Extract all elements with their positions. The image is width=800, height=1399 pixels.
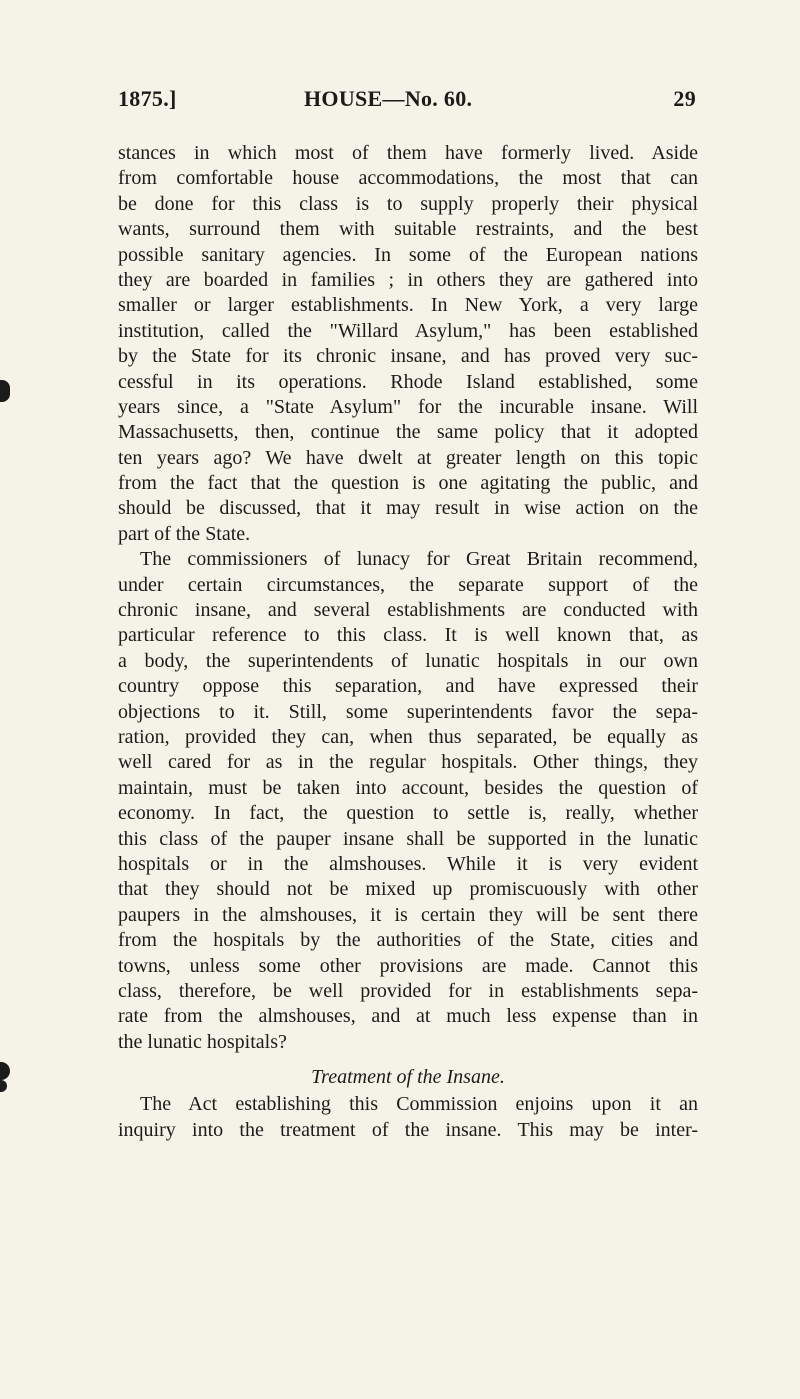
text-line: inquiry into the treatment of the insane. This may be inter- [118, 1118, 698, 1141]
text-line: Massachusetts, then, continue the same policy that it adopted [118, 421, 698, 444]
text-line: country oppose this separation, and have expressed their [118, 675, 698, 698]
text-line: maintain, must be taken into account, besides the question of [118, 776, 698, 799]
text-line: wants, surround them with suitable restraints, and the best [118, 218, 698, 241]
margin-binding-mark [0, 1080, 7, 1092]
text-line: objections to it. Still, some superintendents favor the sepa- [118, 700, 698, 723]
text-line: from the hospitals by the authorities of the State, cities and [118, 929, 698, 952]
text-line: The Act establishing this Commission enjoins upon it an [140, 1093, 698, 1116]
text-line: they are boarded in families ; in others they are gathered into [118, 268, 698, 291]
margin-binding-mark [0, 380, 10, 402]
text-line: hospitals or in the almshouses. While it is very evident [118, 852, 698, 875]
text-line: paupers in the almshouses, it is certain they will be sent there [118, 903, 698, 926]
text-line: possible sanitary agencies. In some of the European nations [118, 243, 698, 266]
margin-binding-mark [0, 1062, 10, 1080]
text-line: years since, a "State Asylum" for the incurable insane. Will [118, 395, 698, 418]
text-line: cessful in its operations. Rhode Island established, some [118, 370, 698, 393]
page-number: 29 [673, 86, 696, 111]
text-line: economy. In fact, the question to settle is, really, whether [118, 802, 698, 825]
text-line: a body, the superintendents of lunatic hospitals in our own [118, 649, 698, 672]
paragraph-3 [118, 1092, 698, 1143]
text-line: class, therefore, be well provided for in establishments sepa- [118, 979, 698, 1002]
text-line: part of the State. [118, 522, 251, 545]
text-line: well cared for as in the regular hospitals. Other things, they [118, 751, 698, 774]
text-line: chronic insane, and several establishments are conducted with [118, 599, 698, 622]
text-line: the lunatic hospitals? [118, 1030, 287, 1053]
text-line: that they should not be mixed up promiscuously with other [118, 878, 698, 901]
text-line: smaller or larger establishments. In New York, a very large [118, 294, 698, 317]
section-heading: Treatment of the Insane. [311, 1066, 505, 1089]
text-line: The commissioners of lunacy for Great Britain recommend, [140, 548, 698, 571]
paragraph-1 [118, 141, 698, 547]
text-line: from the fact that the question is one agitating the public, and [118, 472, 698, 495]
text-line: this class of the pauper insane shall be supported in the lunatic [118, 827, 698, 850]
text-line: from comfortable house accommodations, the most that can [118, 167, 698, 190]
text-line: ration, provided they can, when thus separated, be equally as [118, 725, 698, 748]
running-head-year: 1875.] [118, 86, 177, 111]
text-line: stances in which most of them have formerly lived. Aside [118, 142, 698, 164]
text-line: rate from the almshouses, and at much less expense than in [118, 1005, 698, 1028]
text-line: by the State for its chronic insane, and has proved very suc- [118, 345, 698, 368]
paragraph-2 [118, 547, 698, 1055]
body-text [118, 141, 698, 1143]
text-line: under certain circumstances, the separate support of the [118, 573, 698, 596]
text-line: should be discussed, that it may result in wise action on the [118, 497, 698, 520]
running-head-title: HOUSE—No. 60. [304, 86, 473, 111]
text-line: ten years ago? We have dwelt at greater length on this topic [118, 446, 698, 469]
running-head [118, 86, 698, 116]
text-line: be done for this class is to supply properly their physical [118, 192, 698, 215]
text-line: particular reference to this class. It is well known that, as [118, 624, 698, 647]
text-line: institution, called the "Willard Asylum," has been established [118, 319, 698, 342]
text-line: towns, unless some other provisions are made. Cannot this [118, 954, 698, 977]
